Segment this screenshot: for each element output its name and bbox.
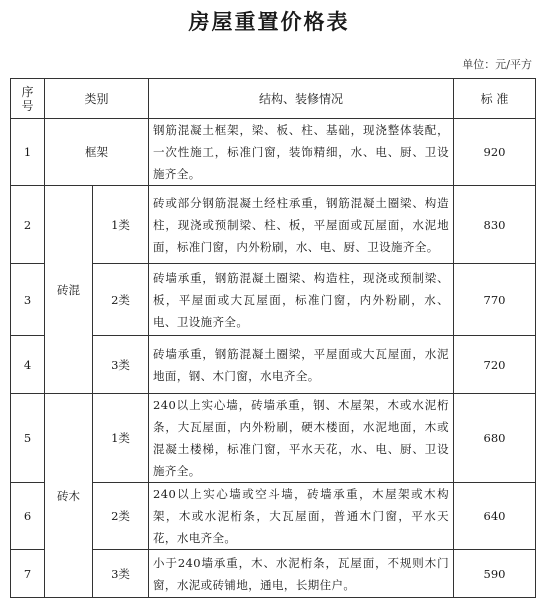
row-price: 720 xyxy=(454,336,536,394)
row-price: 680 xyxy=(454,394,536,483)
row-category: 砖木 xyxy=(45,394,93,598)
header-desc: 结构、装修情况 xyxy=(149,79,454,119)
row-subcategory: 2类 xyxy=(93,264,149,336)
table-row xyxy=(11,186,536,264)
row-desc: 240以上实心墙或空斗墙，砖墙承重，木屋架或木构架，木或水泥桁条，大瓦屋面，普通木门窗，平水天花，水电齐全。 xyxy=(149,483,454,550)
row-no: 4 xyxy=(11,336,45,394)
row-no: 3 xyxy=(11,264,45,336)
row-no: 7 xyxy=(11,550,45,598)
row-price: 830 xyxy=(454,186,536,264)
row-desc: 砖墙承重，钢筋混凝土圈梁、构造柱，现浇或预制梁、板，平屋面或大瓦屋面，标准门窗，内外粉刷，水、电、卫设施齐全。 xyxy=(149,264,454,336)
row-subcategory: 1类 xyxy=(93,186,149,264)
header-no: 序号 xyxy=(11,79,45,119)
row-no: 1 xyxy=(11,119,45,186)
row-price: 770 xyxy=(454,264,536,336)
header-price: 标 准 xyxy=(454,79,536,119)
row-price: 920 xyxy=(454,119,536,186)
header-category: 类别 xyxy=(45,79,149,119)
table-row xyxy=(11,394,536,483)
row-subcategory: 1类 xyxy=(93,394,149,483)
row-desc: 240以上实心墙，砖墙承重，钢、木屋架，木或水泥桁条，大瓦屋面，内外粉刷，硬木楼面，水泥地面，木或混凝土楼梯，标准门窗，平水天花，水、电、厨、卫设施齐全。 xyxy=(149,394,454,483)
row-no: 2 xyxy=(11,186,45,264)
unit-note: 单位：元/平方 xyxy=(462,58,532,71)
row-desc: 砖墙承重，钢筋混凝土圈梁，平屋面或大瓦屋面，水泥地面，钢、木门窗，水电齐全。 xyxy=(149,336,454,394)
row-category: 砖混 xyxy=(45,186,93,394)
page-title: 房屋重置价格表 xyxy=(188,9,350,34)
row-desc: 钢筋混凝土框架，梁、板、柱、基础，现浇整体装配，一次性施工，标准门窗，装饰精细，水、电、厨、卫设施齐全。 xyxy=(149,119,454,186)
row-no: 6 xyxy=(11,483,45,550)
row-desc: 小于240墙承重，木、水泥桁条，瓦屋面，不规则木门窗，水泥或砖铺地，通电，长期住户。 xyxy=(149,550,454,598)
table-row xyxy=(11,119,536,186)
row-price: 640 xyxy=(454,483,536,550)
price-table xyxy=(10,78,536,598)
row-price: 590 xyxy=(454,550,536,598)
row-no: 5 xyxy=(11,394,45,483)
row-desc: 砖或部分钢筋混凝土经柱承重，钢筋混凝土圈梁、构造柱，现浇或预制梁、柱、板，平屋面或瓦屋面，水泥地面，标准门窗，内外粉刷，水、电、厨、卫设施齐全。 xyxy=(149,186,454,264)
table-header-row xyxy=(11,79,536,119)
row-category: 框架 xyxy=(45,119,149,186)
row-subcategory: 3类 xyxy=(93,336,149,394)
row-subcategory: 2类 xyxy=(93,483,149,550)
row-subcategory: 3类 xyxy=(93,550,149,598)
